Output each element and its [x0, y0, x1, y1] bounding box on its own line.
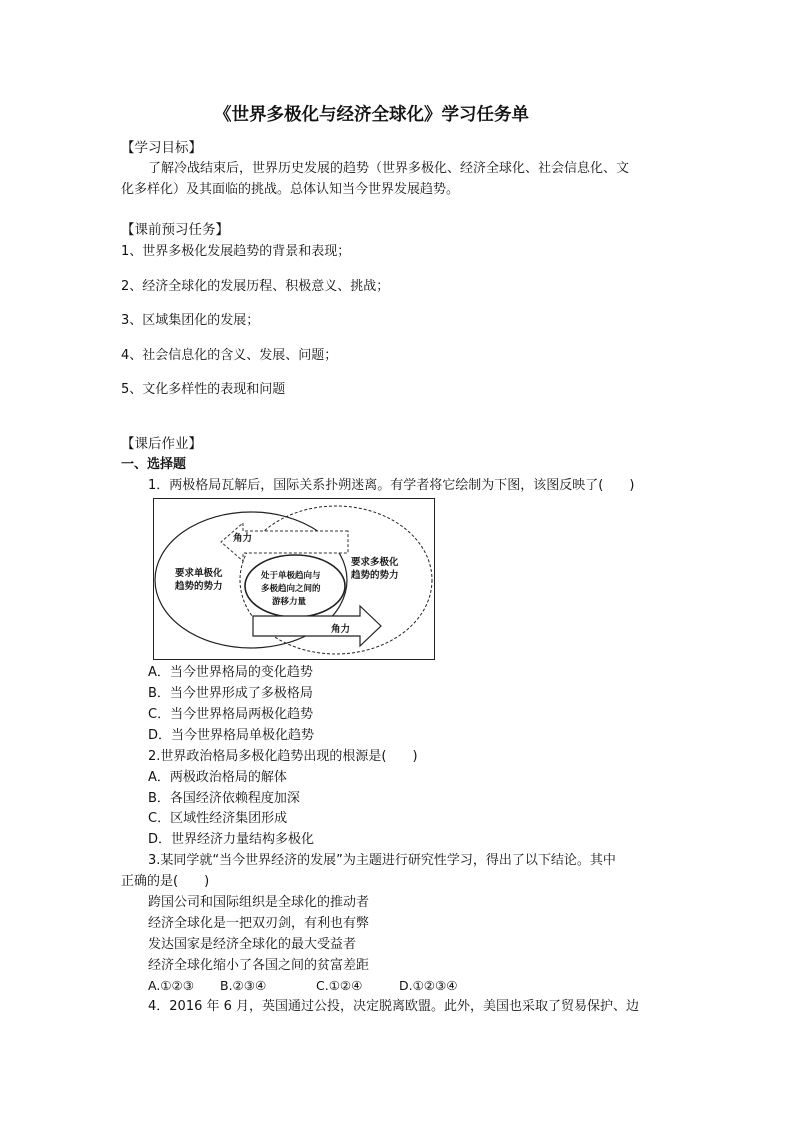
question-1-stem: 1．两极格局瓦解后，国际关系扑朔迷离。有学者将它绘制为下图，该图反映了( ) [148, 478, 635, 493]
swing-label-line-1: 处于单极趋向与 [261, 571, 321, 581]
q3-statement: 发达国家是经济全球化的最大受益者 [148, 937, 357, 952]
section-heading: 一、选择题 [121, 457, 187, 472]
swing-label-line-3: 游移力量 [272, 597, 307, 607]
q1-option: D．当今世界格局单极化趋势 [148, 728, 315, 743]
q3-option: D.①②③④ [399, 978, 458, 993]
preview-item: 3、区域集团化的发展； [121, 313, 260, 328]
arrow-top-label: 角力 [233, 533, 253, 544]
page-title: 《世界多极化与经济全球化》学习任务单 [214, 105, 529, 125]
q3-statement: 跨国公司和国际组织是全球化的推动者 [148, 895, 370, 910]
q3-statement: 经济全球化缩小了各国之间的贫富差距 [148, 958, 370, 973]
homework-heading: 【课后作业】 [121, 436, 202, 452]
arrow-bottom-label: 角力 [331, 624, 351, 635]
q3-statement: 经济全球化是一把双刃剑，有利也有弊 [148, 916, 370, 931]
q2-option: C．区域性经济集团形成 [148, 811, 288, 826]
preview-heading: 【课前预习任务】 [121, 222, 229, 238]
multipolar-label-line-1: 要求多极化 [351, 557, 399, 568]
objectives-heading: 【学习目标】 [121, 140, 202, 156]
q1-option: A．当今世界格局的变化趋势 [148, 665, 313, 680]
multipolar-label-line-2: 趋势的势力 [351, 570, 399, 581]
q1-diagram [153, 498, 435, 660]
q2-option: B．各国经济依赖程度加深 [148, 791, 300, 806]
q1-option: B．当今世界形成了多极格局 [148, 686, 313, 701]
preview-item: 4、社会信息化的含义、发展、问题； [121, 348, 338, 363]
question-4-stem: 4．2016 年 6 月，英国通过公投，决定脱离欧盟。此外，美国也采取了贸易保护、边 [148, 999, 640, 1014]
preview-item: 1、世界多极化发展趋势的背景和表现； [121, 244, 351, 259]
q3-option: C.①②④ [316, 978, 363, 993]
q2-option: D．世界经济力量结构多极化 [148, 832, 315, 847]
q3-option: B.②③④ [220, 978, 267, 993]
unipolar-label-line-1: 要求单极化 [175, 568, 223, 579]
preview-item: 2、经济全球化的发展历程、积极意义、挑战； [121, 279, 390, 294]
objectives-text-line-2: 化多样化）及其面临的挑战。总体认知当今世界发展趋势。 [121, 182, 460, 197]
question-3-stem-line-2: 正确的是( ) [121, 874, 210, 889]
q3-option: A.①②③ [148, 978, 194, 993]
question-3-stem-line-1: 3.某同学就“当今世界经济的发展”为主题进行研究性学习，得出了以下结论。其中 [148, 853, 616, 868]
unipolar-label-line-2: 趋势的势力 [175, 581, 223, 592]
question-2-stem: 2.世界政治格局多极化趋势出现的根源是( ) [148, 749, 418, 764]
objectives-text-line-1: 了解冷战结束后，世界历史发展的趋势（世界多极化、经济全球化、社会信息化、文 [148, 161, 630, 176]
swing-label-line-2: 多极趋向之间的 [261, 584, 321, 594]
q1-option: C．当今世界格局两极化趋势 [148, 707, 314, 722]
preview-item: 5、文化多样性的表现和问题 [121, 382, 286, 397]
q2-option: A．两极政治格局的解体 [148, 770, 287, 785]
